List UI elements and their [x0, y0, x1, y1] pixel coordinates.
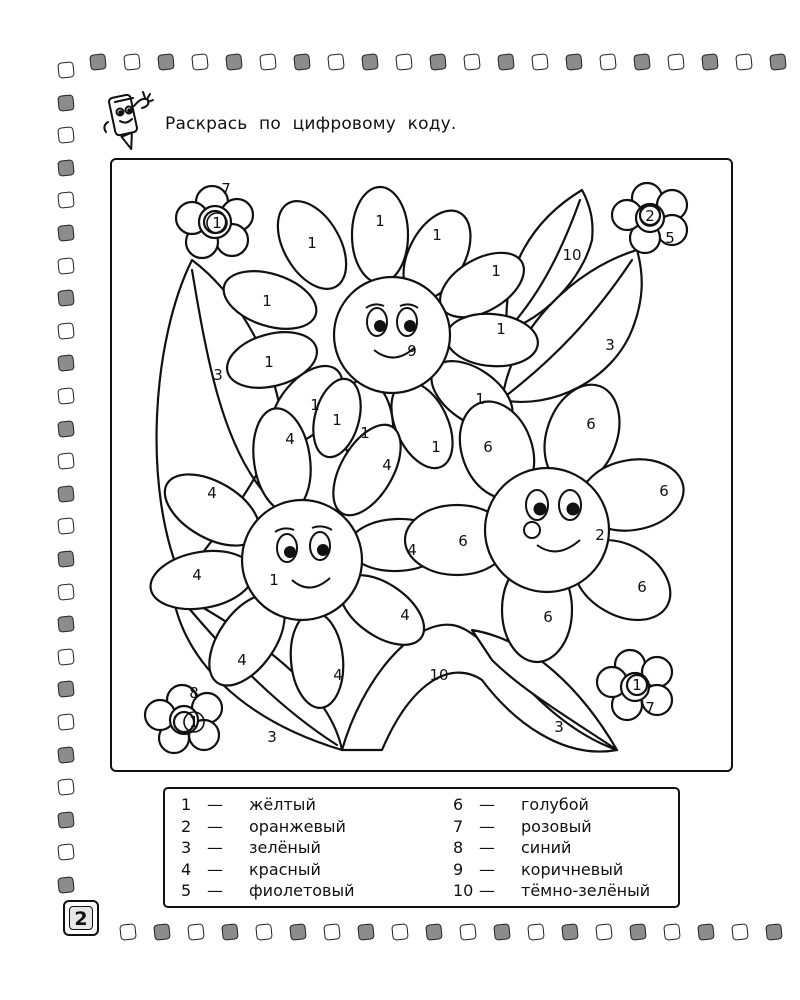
border-square: [323, 923, 341, 941]
border-square: [57, 387, 75, 405]
legend-color-name: синий: [521, 838, 572, 857]
region-number-left-flower-petal-f: 4: [400, 606, 410, 624]
border-square: [391, 923, 409, 941]
border-square: [57, 746, 75, 764]
border-square: [57, 452, 75, 470]
border-square: [57, 192, 75, 210]
border-square: [629, 923, 647, 941]
region-number-top-flower-petal-g: 1: [264, 353, 274, 371]
legend-number: 2: [181, 816, 192, 836]
region-number-leaf-right: 3: [605, 336, 615, 354]
border-square: [157, 53, 175, 71]
border-square: [459, 923, 477, 941]
legend-row: [453, 858, 623, 881]
region-number-leaf-bottom-dark: 10: [429, 666, 449, 684]
border-square: [395, 53, 413, 71]
legend-row: [181, 815, 346, 838]
border-square: [293, 53, 311, 71]
legend-color-name: тёмно-зелёный: [521, 881, 651, 900]
legend-row: [181, 836, 321, 859]
legend-color-name: коричневый: [521, 859, 624, 879]
region-number-small-flower-top-right-petal: 5: [665, 229, 675, 247]
border-square: [57, 713, 75, 731]
region-number-small-flower-bottom-right-center: 1: [632, 676, 642, 694]
border-square: [259, 53, 277, 71]
border-square: [497, 53, 515, 71]
border-square: [561, 923, 579, 941]
region-number-right-flower-petal-f: 6: [543, 608, 553, 626]
region-number-right-flower-petal-a: 6: [483, 438, 493, 456]
border-square: [57, 61, 75, 79]
border-square: [89, 53, 107, 71]
legend-number: 9: [453, 859, 464, 879]
border-square: [57, 518, 75, 536]
border-square: [153, 923, 171, 941]
region-number-top-flower-petal-h: 1: [475, 390, 485, 408]
region-number-top-flower-face: 9: [407, 342, 417, 360]
border-square: [57, 778, 75, 796]
border-square: [57, 420, 75, 438]
border-square: [429, 53, 447, 71]
legend-color-name: фиолетовый: [249, 881, 355, 900]
border-square: [57, 681, 75, 699]
region-number-left-flower-petal-e: 4: [192, 566, 202, 584]
legend-number: 7: [453, 816, 464, 836]
border-square: [531, 53, 549, 71]
legend-row: [453, 793, 589, 816]
region-number-right-flower-petal-b: 6: [586, 415, 596, 433]
border-square: [527, 923, 545, 941]
border-square: [57, 876, 75, 894]
border-square: [57, 811, 75, 829]
region-number-left-flower-petal-d: 4: [407, 541, 417, 559]
legend-dash: —: [207, 838, 223, 857]
legend-dash: —: [479, 795, 495, 814]
legend-dash: —: [207, 859, 223, 879]
border-square: [493, 923, 511, 941]
region-number-top-flower-petal-l: 1: [332, 411, 342, 429]
border-square: [769, 53, 787, 71]
border-square: [221, 923, 239, 941]
region-number-top-flower-petal-b: 1: [432, 226, 442, 244]
legend-number: 8: [453, 838, 464, 857]
border-square: [765, 923, 783, 941]
region-number-leaf-bottom-right: 3: [554, 718, 564, 736]
coloring-picture: [110, 158, 733, 772]
border-square: [57, 355, 75, 373]
region-number-top-flower-petal-c: 1: [307, 234, 317, 252]
legend-color-name: голубой: [521, 795, 589, 814]
border-square: [57, 159, 75, 177]
border-square: [191, 53, 209, 71]
region-number-top-flower-petal-j: 1: [360, 424, 370, 442]
legend-number: 4: [181, 859, 192, 879]
legend-color-name: красный: [249, 859, 321, 879]
color-code-legend: [163, 787, 680, 908]
legend-dash: —: [479, 816, 495, 836]
region-number-small-flower-bottom-right-petal: 7: [645, 699, 655, 717]
legend-dash: —: [479, 881, 495, 900]
border-square: [425, 923, 443, 941]
border-square: [57, 257, 75, 275]
border-square: [731, 923, 749, 941]
legend-number: 10: [453, 881, 474, 900]
border-square: [697, 923, 715, 941]
region-number-top-flower-petal-a: 1: [375, 212, 385, 230]
region-number-small-flower-bottom-left-petal: 8: [189, 684, 199, 702]
legend-row: [181, 858, 321, 881]
region-number-small-flower-bottom-left-center: 1: [189, 713, 199, 731]
border-square: [119, 923, 137, 941]
border-square: [57, 126, 75, 144]
border-square: [357, 923, 375, 941]
legend-number: 1: [181, 795, 192, 814]
border-square: [667, 53, 685, 71]
legend-dash: —: [207, 795, 223, 814]
legend-color-name: оранжевый: [249, 816, 346, 836]
legend-number: 5: [181, 881, 192, 900]
legend-row: [181, 793, 316, 816]
page-number: 2: [69, 906, 93, 930]
border-square: [57, 485, 75, 503]
legend-dash: —: [479, 838, 495, 857]
region-number-top-flower-petal-k: 1: [431, 438, 441, 456]
legend-number: 3: [181, 838, 192, 857]
region-number-top-flower-petal-f: 1: [496, 320, 506, 338]
border-square: [361, 53, 379, 71]
region-number-right-flower-face: 2: [595, 526, 605, 544]
border-square: [289, 923, 307, 941]
border-square: [595, 923, 613, 941]
legend-row: [453, 879, 650, 902]
coloring-drawing: [112, 160, 735, 774]
region-number-small-flower-top-left-petal: 7: [221, 180, 231, 198]
legend-row: [453, 836, 571, 859]
legend-row: [453, 815, 592, 838]
border-square: [57, 322, 75, 340]
border-square: [187, 923, 205, 941]
region-number-small-flower-top-right-center: 2: [645, 207, 655, 225]
region-number-left-flower-petal-h: 4: [333, 666, 343, 684]
region-number-leaf-left: 3: [213, 366, 223, 384]
border-square: [463, 53, 481, 71]
border-square: [633, 53, 651, 71]
border-square: [57, 844, 75, 862]
page-number-badge: [63, 900, 99, 936]
region-number-right-flower-petal-c: 6: [458, 532, 468, 550]
legend-color-name: жёлтый: [249, 795, 316, 814]
region-number-small-flower-top-left-center: 1: [212, 214, 222, 232]
border-square: [57, 615, 75, 633]
border-square: [735, 53, 753, 71]
legend-color-name: зелёный: [249, 838, 321, 857]
legend-row: [181, 879, 355, 902]
border-square: [701, 53, 719, 71]
region-number-left-flower-petal-c: 4: [207, 484, 217, 502]
legend-number: 6: [453, 795, 464, 814]
border-square: [57, 94, 75, 112]
instruction-text: Раскрась по цифровому коду.: [165, 114, 457, 134]
border-square: [225, 53, 243, 71]
region-number-top-flower-petal-e: 1: [262, 292, 272, 310]
region-number-right-flower-petal-e: 6: [637, 578, 647, 596]
border-square: [57, 224, 75, 242]
border-square: [599, 53, 617, 71]
region-number-top-flower-petal-d: 1: [491, 262, 501, 280]
region-number-left-flower-petal-a: 4: [285, 430, 295, 448]
legend-dash: —: [207, 881, 223, 900]
border-square: [123, 53, 141, 71]
region-number-leaf-top-right-dark: 10: [562, 246, 582, 264]
border-square: [565, 53, 583, 71]
region-number-top-flower-petal-i: 1: [310, 396, 320, 414]
region-number-left-flower-face: 1: [269, 571, 279, 589]
legend-dash: —: [479, 859, 495, 879]
border-square: [57, 583, 75, 601]
border-square: [327, 53, 345, 71]
pencil-mascot-icon: [98, 88, 162, 158]
border-square: [57, 648, 75, 666]
border-square: [255, 923, 273, 941]
border-square: [57, 289, 75, 307]
legend-dash: —: [207, 816, 223, 836]
region-number-left-flower-petal-b: 4: [382, 456, 392, 474]
region-number-left-flower-petal-g: 4: [237, 651, 247, 669]
border-square: [57, 550, 75, 568]
border-square: [663, 923, 681, 941]
region-number-right-flower-petal-d: 6: [659, 482, 669, 500]
legend-color-name: розовый: [521, 816, 592, 836]
region-number-leaf-bottom-left: 3: [267, 728, 277, 746]
